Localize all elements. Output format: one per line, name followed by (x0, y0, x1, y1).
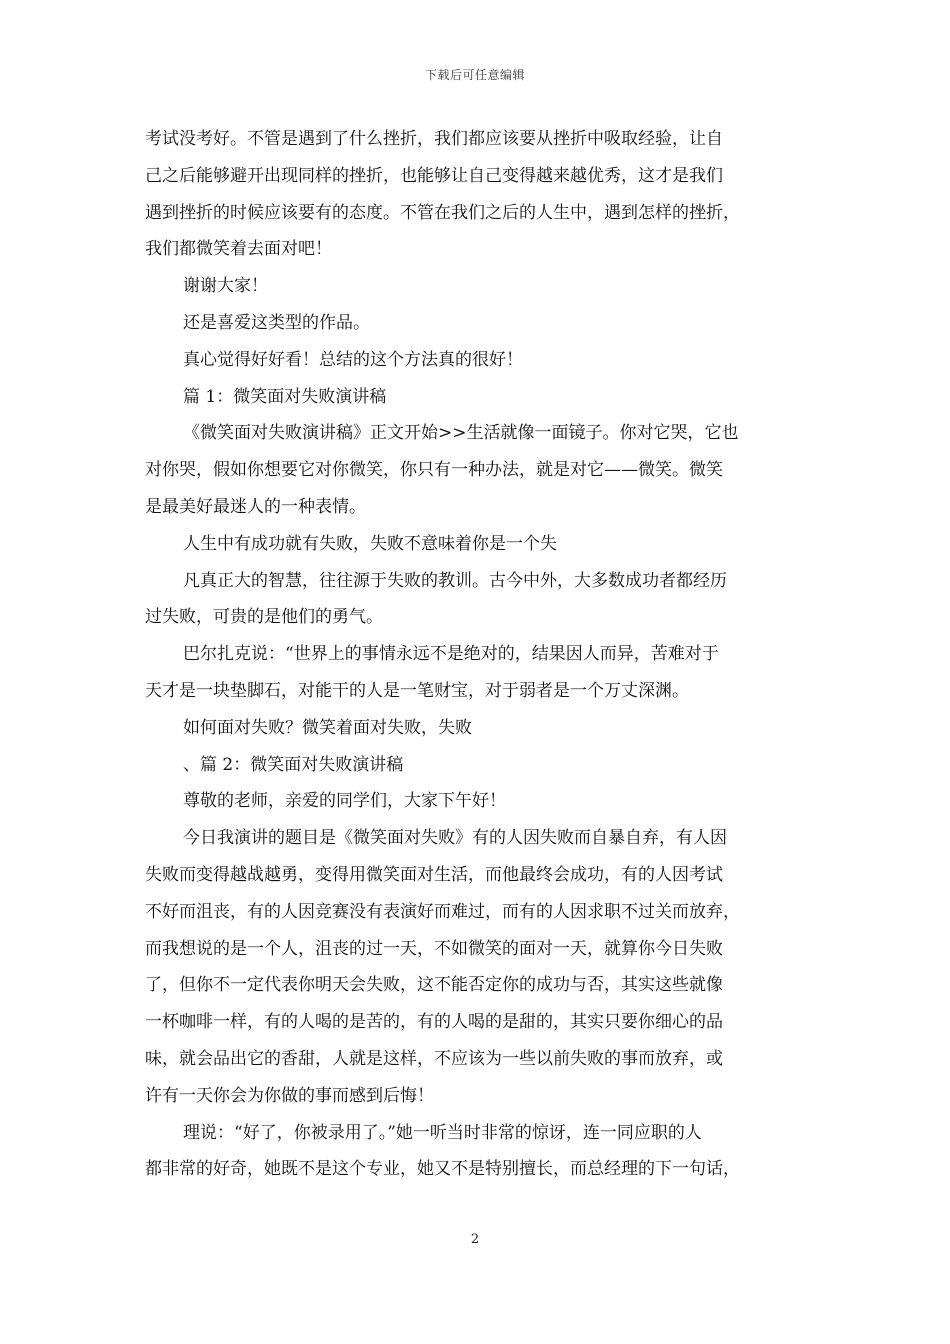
text-line: 天才是一块垫脚石，对能干的人是一笔财宝，对于弱者是一个万丈深渊。 (145, 680, 689, 701)
text-line: 而我想说的是一个人，沮丧的过一天，不如微笑的面对一天，就算你今日失败 (145, 938, 723, 959)
text-line: 人生中有成功就有失败，失败不意味着你是一个失 (183, 533, 557, 554)
page-number: 2 (470, 1232, 480, 1247)
text-line: 我们都微笑着去面对吧！ (145, 239, 332, 260)
text-line: 今日我演讲的题目是《微笑面对失败》有的人因失败而自暴自弃，有人因 (183, 828, 727, 849)
text-line: 不好而沮丧，有的人因竞赛没有表演好而难过，而有的人因求职不过关而放弃， (145, 901, 740, 922)
text-line: 味，就会品出它的香甜，人就是这样，不应该为一些以前失败的事而放弃，或 (145, 1048, 723, 1069)
text-line: 对你哭，假如你想要它对你微笑，你只有一种办法，就是对它——微笑。微笑 (145, 460, 723, 481)
text-line: 《微笑面对失败演讲稿》正文开始>>生活就像一面镜子。你对它哭，它也 (183, 423, 739, 444)
document-body (145, 121, 807, 1188)
text-line: 尊敬的老师，亲爱的同学们，大家下午好！ (183, 791, 506, 812)
text-line: 、篇 2：微笑面对失败演讲稿 (183, 754, 404, 775)
text-line: 谢谢大家！ (183, 276, 268, 297)
text-line: 真心觉得好好看！总结的这个方法真的很好！ (183, 349, 523, 370)
text-line: 考试没考好。不管是遇到了什么挫折，我们都应该要从挫折中吸取经验，让自 (145, 129, 723, 149)
text-line: 篇 1：微笑面对失败演讲稿 (183, 386, 387, 407)
text-line: 遇到挫折的时候应该要有的态度。不管在我们之后的人生中，遇到怎样的挫折， (145, 202, 740, 223)
text-line: 过失败，可贵的是他们的勇气。 (145, 607, 383, 628)
text-line: 是最美好最迷人的一种表情。 (145, 496, 366, 517)
page-header: 下载后可任意编辑 (424, 68, 525, 82)
text-line: 都非常的好奇，她既不是这个专业，她又不是特别擅长，而总经理的下一句话， (145, 1159, 740, 1180)
text-line: 还是喜爱这类型的作品。 (183, 312, 370, 333)
text-line: 理说：“好了，你被录用了。”她一听当时非常的惊讶，连一同应职的人 (183, 1122, 702, 1143)
text-line: 一杯咖啡一样，有的人喝的是苦的，有的人喝的是甜的，其实只要你细心的品 (145, 1012, 723, 1033)
text-line: 许有一天你会为你做的事而感到后悔！ (145, 1085, 434, 1106)
text-line: 如何面对失败？微笑着面对失败，失败 (183, 717, 472, 738)
text-line: 凡真正大的智慧，往往源于失败的教训。古今中外，大多数成功者都经历 (183, 570, 727, 591)
text-line: 失败而变得越战越勇，变得用微笑面对生活，而他最终会成功，有的人因考试 (145, 864, 723, 885)
text-line: 己之后能够避开出现同样的挫折，也能够让自己变得越来越优秀，这才是我们 (145, 165, 723, 186)
text-line: 巴尔扎克说：“世界上的事情永远不是绝对的，结果因人而异，苦难对于 (183, 644, 719, 665)
text-line: 了，但你不一定代表你明天会失败，这不能否定你的成功与否，其实这些就像 (145, 975, 723, 996)
